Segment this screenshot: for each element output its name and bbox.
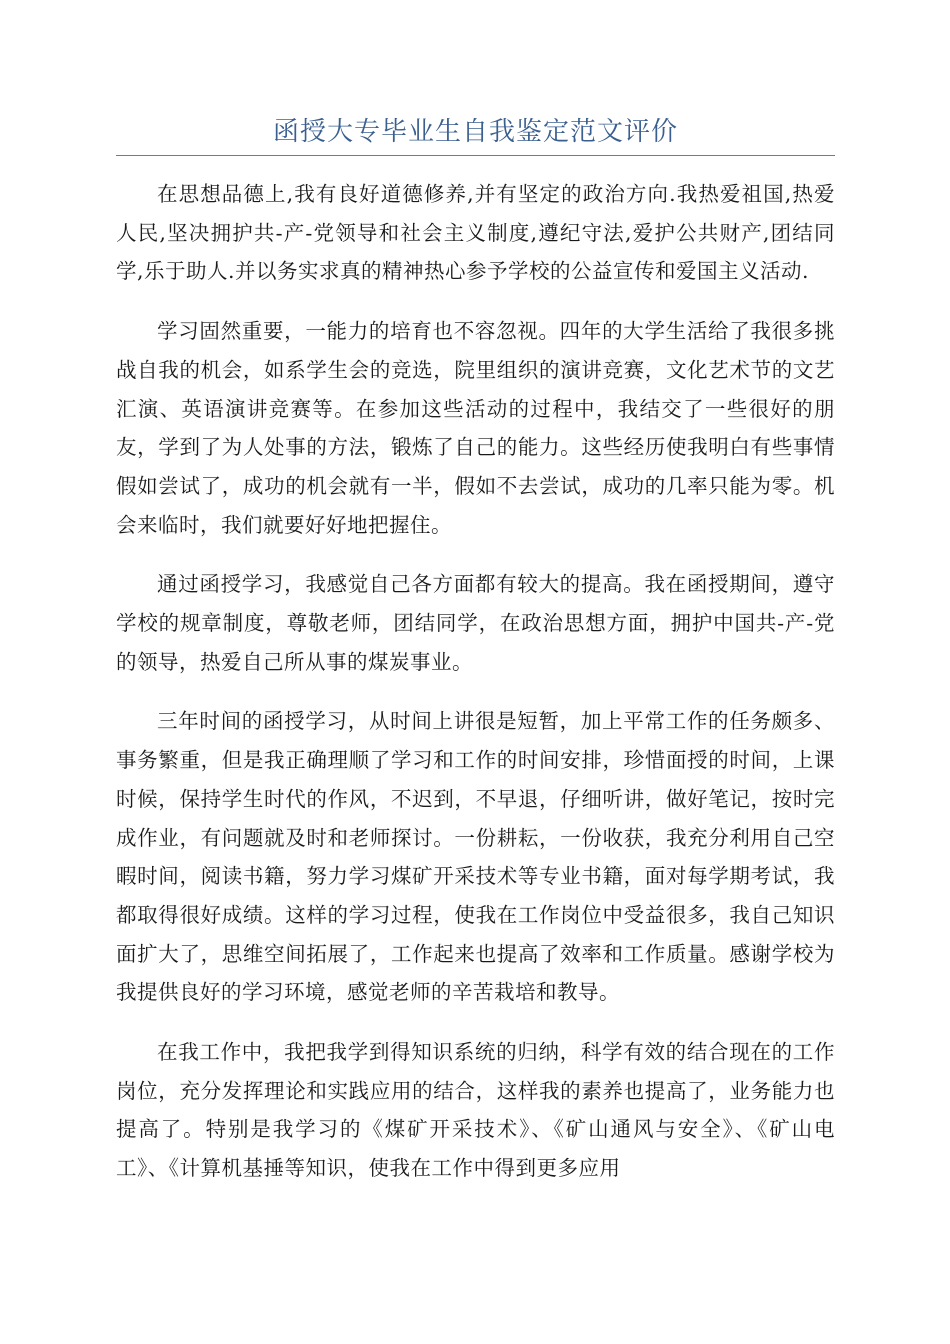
paragraph-2: 学习固然重要，一能力的培育也不容忽视。四年的大学生活给了我很多挑战自我的机会，如系学生会的竞选，院里组织的演讲竞赛，文化艺术节的文艺汇演、英语演讲竞赛等。在参加这些活动的过程中，我结交了一些很好的朋友，学到了为人处事的方法，锻炼了自己的能力。这些经历使我明白有些事情假如尝试了，成功的机会就有一半，假如不去尝试，成功的几率只能为零。机会来临时，我们就要好好地把握住。 — [116, 319, 835, 537]
paragraph-1: 在思想品德上,我有良好道德修养,并有坚定的政治方向.我热爱祖国,热爱人民,坚决拥护共-产-党领导和社会主义制度,遵纪守法,爱护公共财产,团结同学,乐于助人.并以务实求真的精神热心参予学校的公益宣传和爱国主义活动. — [116, 182, 835, 284]
paragraph-4: 三年时间的函授学习，从时间上讲很是短暂，加上平常工作的任务颇多、事务繁重，但是我正确理顺了学习和工作的时间安排，珍惜面授的时间，上课时候，保持学生时代的作风，不迟到，不早退，仔细听讲，做好笔记，按时完成作业，有问题就及时和老师探讨。一份耕耘，一份收获，我充分利用自己空暇时间，阅读书籍，努力学习煤矿开采技术等专业书籍，面对每学期考试，我都取得很好成绩。这样的学习过程，使我在工作岗位中受益很多，我自己知识面扩大了，思维空间拓展了，工作起来也提高了效率和工作质量。感谢学校为我提供良好的学习环境，感觉老师的辛苦栽培和教导。 — [116, 709, 835, 1005]
paragraph-3: 通过函授学习，我感觉自己各方面都有较大的提高。我在函授期间，遵守学校的规章制度，尊敬老师，团结同学，在政治思想方面，拥护中国共-产-党的领导，热爱自己所从事的煤炭事业。 — [116, 572, 835, 674]
title-underline — [116, 155, 835, 156]
document-title: 函授大专毕业生自我鉴定范文评价 — [272, 117, 678, 147]
document-body — [116, 175, 835, 1209]
paragraph-5: 在我工作中，我把我学到得知识系统的归纳，科学有效的结合现在的工作岗位，充分发挥理论和实践应用的结合，这样我的素养也提高了，业务能力也提高了。特别是我学习的《煤矿开采技术》、《矿山通风与安全》、《矿山电工》、《计算机基捶等知识，使我在工作中得到更多应用 — [116, 1040, 835, 1181]
